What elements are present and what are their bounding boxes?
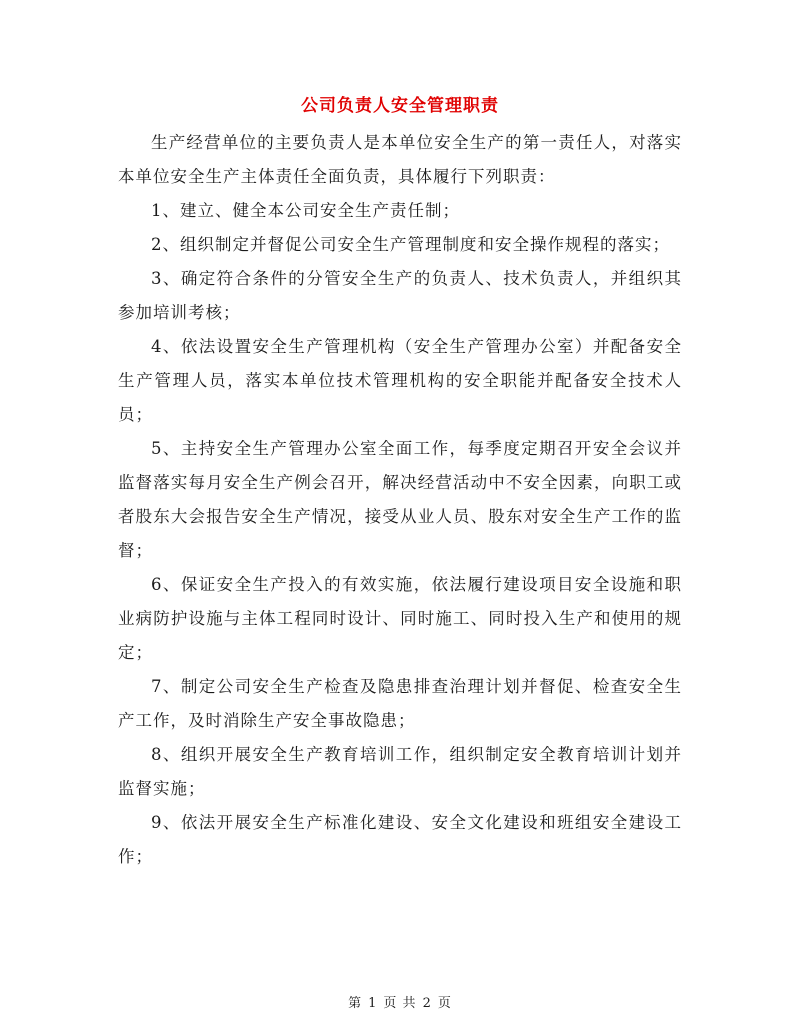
page-middle: 页 共 <box>383 996 417 1011</box>
duty-item-6: 6、保证安全生产投入的有效实施，依法履行建设项目安全设施和职业病防护设施与主体工程同时设计、同时施工、同时投入生产和使用的规定； <box>118 575 682 662</box>
duty-item-2: 2、组织制定并督促公司安全生产管理制度和安全操作规程的落实； <box>151 235 670 254</box>
page-title: 公司负责人安全管理职责 <box>301 96 499 116</box>
page-number-footer <box>0 994 800 1014</box>
duty-item-9: 9、依法开展安全生产标准化建设、安全文化建设和班组安全建设工作； <box>118 813 682 866</box>
intro-paragraph: 生产经营单位的主要负责人是本单位安全生产的第一责任人，对落实本单位安全生产主体责任全面负责，具体履行下列职责： <box>118 133 682 186</box>
document-body <box>118 126 682 874</box>
page-current: 1 <box>368 996 378 1011</box>
duty-item-3: 3、确定符合条件的分管安全生产的负责人、技术负责人，并组织其参加培训考核； <box>118 269 682 322</box>
duty-item-8: 8、组织开展安全生产教育培训工作，组织制定安全教育培训计划并监督实施； <box>118 745 682 798</box>
duty-item-4: 4、依法设置安全生产管理机构（安全生产管理办公室）并配备安全生产管理人员，落实本单位技术管理机构的安全职能并配备安全技术人员； <box>118 337 682 424</box>
page-total: 2 <box>422 996 432 1011</box>
duty-item-5: 5、主持安全生产管理办公室全面工作，每季度定期召开安全会议并监督落实每月安全生产例会召开，解决经营活动中不安全因素，向职工或者股东大会报告安全生产情况，接受从业人员、股东对安全生产工作的监督； <box>118 439 682 560</box>
duty-item-1: 1、建立、健全本公司安全生产责任制； <box>151 201 460 220</box>
duty-item-7: 7、制定公司安全生产检查及隐患排查治理计划并督促、检查安全生产工作，及时消除生产安全事故隐患； <box>118 677 682 730</box>
page-suffix: 页 <box>437 996 452 1011</box>
page-prefix: 第 <box>348 996 363 1011</box>
